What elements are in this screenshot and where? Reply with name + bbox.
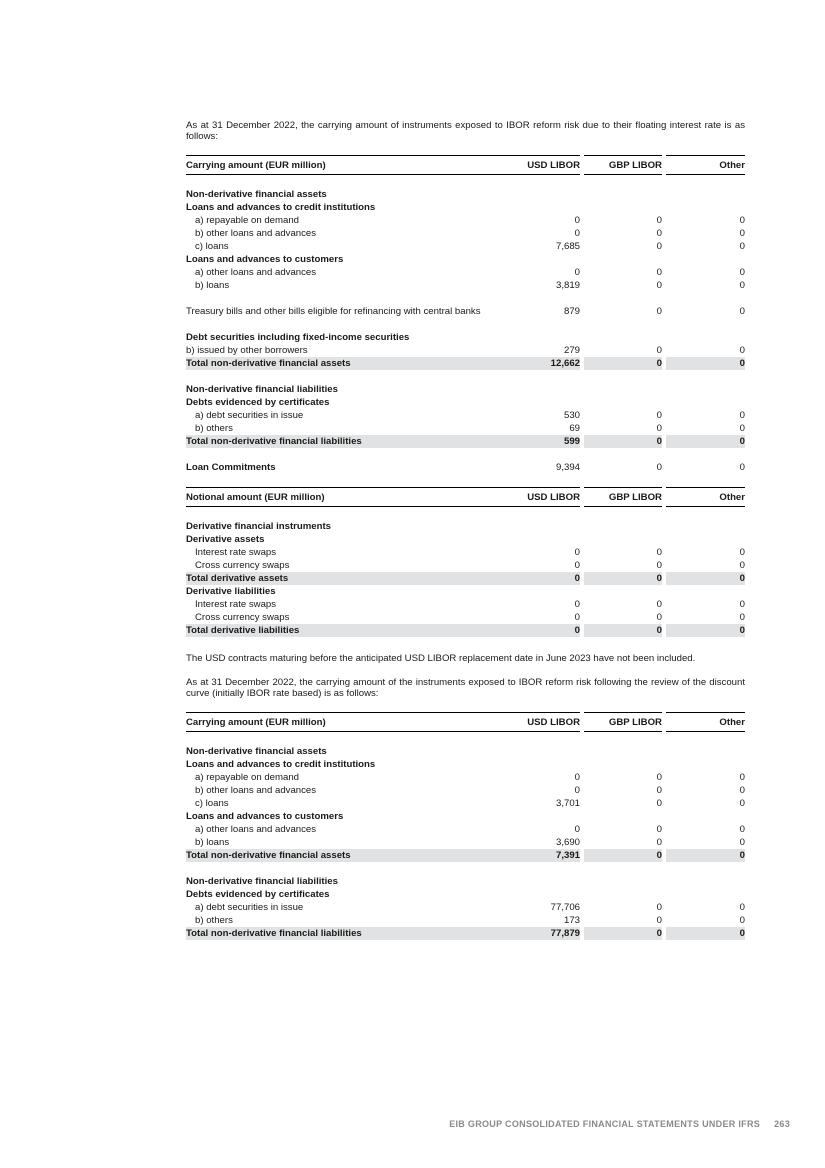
other-value: 0 [664, 214, 745, 227]
page-number: 263 [774, 1119, 790, 1129]
spacer-cell [186, 292, 745, 305]
other-value: 0 [664, 559, 745, 572]
table-row [186, 914, 745, 927]
gbp-libor-value: 0 [582, 435, 664, 448]
table-row [186, 331, 745, 344]
row-label: Debts evidenced by certificates [186, 397, 330, 408]
other-value [664, 758, 745, 771]
usd-libor-value: 879 [563, 306, 580, 317]
usd-libor-value: 0 [574, 560, 580, 571]
table-row [186, 253, 745, 266]
row-label: a) debt securities in issue [195, 902, 304, 913]
row-label: Loan Commitments [186, 462, 276, 473]
usd-libor-value: 599 [499, 435, 582, 448]
gbp-libor-value: 0 [582, 422, 664, 435]
total-row [186, 927, 745, 940]
usd-libor-value: 0 [574, 547, 580, 558]
row-label: Total derivative liabilities [186, 624, 499, 637]
usd-libor-value [499, 533, 582, 546]
gbp-libor-value [582, 396, 664, 409]
table-row [186, 823, 745, 836]
usd-libor-value: 0 [574, 228, 580, 239]
usd-libor-value: 77,706 [550, 902, 580, 913]
gbp-libor-value [582, 533, 664, 546]
gbp-libor-value: 0 [582, 214, 664, 227]
total-row [186, 435, 745, 448]
row-label: Interest rate swaps [195, 547, 277, 558]
usd-libor-value: 0 [574, 612, 580, 623]
spacer-cell [186, 732, 745, 746]
col-gbp-libor: GBP LIBOR [582, 488, 664, 507]
row-label: Total derivative assets [186, 572, 499, 585]
row-label: c) loans [195, 241, 229, 252]
row-label: Derivative financial instruments [186, 521, 332, 532]
gbp-libor-value [582, 758, 664, 771]
usd-libor-value: 0 [574, 824, 580, 835]
spacer-row [186, 862, 745, 875]
other-value: 0 [664, 435, 745, 448]
usd-libor-value [499, 745, 582, 758]
other-value: 0 [664, 914, 745, 927]
col-other: Other [664, 713, 745, 732]
row-label: b) issued by other borrowers [186, 345, 308, 356]
gbp-libor-value: 0 [582, 266, 664, 279]
gbp-libor-value: 0 [582, 461, 664, 474]
gbp-libor-value: 0 [582, 771, 664, 784]
other-value: 0 [664, 611, 745, 624]
usd-libor-value: 0 [499, 572, 582, 585]
table-row [186, 758, 745, 771]
spacer-cell [186, 318, 745, 331]
gbp-libor-value: 0 [582, 279, 664, 292]
gbp-libor-value [582, 383, 664, 396]
row-label: Debts evidenced by certificates [186, 889, 330, 900]
usd-libor-value: 3,690 [555, 837, 580, 848]
table-header-row [186, 713, 745, 732]
usd-libor-value: 9,394 [555, 462, 580, 473]
table-row [186, 559, 745, 572]
col-other: Other [664, 156, 745, 175]
table-row [186, 888, 745, 901]
usd-libor-value: 7,391 [499, 849, 582, 862]
gbp-libor-value: 0 [582, 598, 664, 611]
gbp-libor-value [582, 520, 664, 533]
table-row [186, 188, 745, 201]
row-label: a) other loans and advances [195, 267, 317, 278]
other-value: 0 [664, 461, 745, 474]
other-value: 0 [664, 771, 745, 784]
usd-libor-value [499, 201, 582, 214]
total-row [186, 624, 745, 637]
usd-libor-value: 77,879 [499, 927, 582, 940]
table-row [186, 901, 745, 914]
table-row [186, 611, 745, 624]
usd-libor-value: 69 [569, 423, 580, 434]
gbp-libor-value: 0 [582, 611, 664, 624]
row-label: Interest rate swaps [195, 599, 277, 610]
row-label: Non-derivative financial liabilities [186, 384, 338, 395]
gbp-libor-value [582, 810, 664, 823]
other-value [664, 533, 745, 546]
gbp-libor-value [582, 875, 664, 888]
gbp-libor-value: 0 [582, 823, 664, 836]
other-value: 0 [664, 227, 745, 240]
table-row [186, 409, 745, 422]
notional-amount-table-derivatives [186, 487, 745, 637]
table-header-row [186, 156, 745, 175]
row-label: b) loans [195, 837, 230, 848]
usd-libor-value [499, 396, 582, 409]
table-title: Carrying amount (EUR million) [186, 713, 499, 732]
row-label: Total non-derivative financial assets [186, 357, 499, 370]
table-row [186, 745, 745, 758]
other-value: 0 [664, 849, 745, 862]
table-row [186, 546, 745, 559]
other-value [664, 201, 745, 214]
col-usd-libor: USD LIBOR [499, 488, 582, 507]
other-value [664, 585, 745, 598]
other-value: 0 [664, 836, 745, 849]
table-row [186, 279, 745, 292]
row-label: Derivative liabilities [186, 586, 276, 597]
row-label: a) repayable on demand [195, 215, 300, 226]
gbp-libor-value: 0 [582, 901, 664, 914]
table-row [186, 396, 745, 409]
table-row [186, 771, 745, 784]
usd-libor-value: 0 [574, 785, 580, 796]
row-label: b) other loans and advances [195, 228, 317, 239]
gbp-libor-value: 0 [582, 357, 664, 370]
page-content [186, 120, 745, 940]
total-row [186, 572, 745, 585]
other-value [664, 520, 745, 533]
spacer-cell [186, 507, 745, 521]
spacer-cell [186, 175, 745, 189]
gbp-libor-value: 0 [582, 927, 664, 940]
spacer-row [186, 448, 745, 461]
table-row [186, 836, 745, 849]
table-row [186, 533, 745, 546]
spacer-row [186, 732, 745, 746]
usd-libor-value [499, 253, 582, 266]
usd-libor-value [499, 810, 582, 823]
table-row [186, 214, 745, 227]
usd-libor-value [499, 758, 582, 771]
table-row [186, 875, 745, 888]
other-value: 0 [664, 598, 745, 611]
gbp-libor-value [582, 745, 664, 758]
table-row [186, 598, 745, 611]
other-value: 0 [664, 240, 745, 253]
gbp-libor-value [582, 201, 664, 214]
other-value [664, 188, 745, 201]
carrying-amount-table-floating [186, 155, 745, 487]
row-label: a) debt securities in issue [195, 410, 304, 421]
gbp-libor-value: 0 [582, 305, 664, 318]
gbp-libor-value: 0 [582, 784, 664, 797]
other-value [664, 810, 745, 823]
row-label: c) loans [195, 798, 229, 809]
spacer-row [186, 292, 745, 305]
spacer-row [186, 318, 745, 331]
total-row [186, 849, 745, 862]
row-label: Derivative assets [186, 534, 265, 545]
row-label: Total non-derivative financial liabilities [186, 927, 499, 940]
usd-libor-value: 173 [563, 915, 580, 926]
gbp-libor-value: 0 [582, 559, 664, 572]
spacer-row [186, 474, 745, 487]
table-row [186, 227, 745, 240]
other-value: 0 [664, 624, 745, 637]
spacer-row [186, 507, 745, 521]
other-value: 0 [664, 797, 745, 810]
usd-libor-value [499, 331, 582, 344]
gbp-libor-value [582, 331, 664, 344]
row-label: Cross currency swaps [195, 560, 290, 571]
row-label: Total non-derivative financial liabilities [186, 435, 499, 448]
spacer-cell [186, 474, 745, 487]
usd-libor-value: 0 [574, 267, 580, 278]
other-value: 0 [664, 279, 745, 292]
footer-title: EIB GROUP CONSOLIDATED FINANCIAL STATEMENTS UNDER IFRS [449, 1119, 761, 1129]
row-label: Loans and advances to credit institutions [186, 202, 376, 213]
gbp-libor-value [582, 888, 664, 901]
gbp-libor-value: 0 [582, 227, 664, 240]
other-value: 0 [664, 823, 745, 836]
table-row [186, 784, 745, 797]
other-value: 0 [664, 572, 745, 585]
table-row [186, 461, 745, 474]
row-label: Non-derivative financial liabilities [186, 876, 338, 887]
table-row [186, 422, 745, 435]
col-gbp-libor: GBP LIBOR [582, 713, 664, 732]
table-row [186, 266, 745, 279]
row-label: Debt securities including fixed-income securities [186, 332, 410, 343]
usd-libor-value: 12,662 [499, 357, 582, 370]
gbp-libor-value: 0 [582, 914, 664, 927]
usd-libor-value: 0 [574, 599, 580, 610]
intro-paragraph-2: As at 31 December 2022, the carrying amount of the instruments exposed to IBOR reform risk following the review of the discount curve (initially IBOR rate based) is as follows: [186, 677, 745, 699]
row-label: b) other loans and advances [195, 785, 317, 796]
row-label: Cross currency swaps [195, 612, 290, 623]
gbp-libor-value: 0 [582, 240, 664, 253]
row-label: b) loans [195, 280, 230, 291]
row-label: Loans and advances to customers [186, 254, 344, 265]
other-value [664, 331, 745, 344]
row-label: b) others [195, 915, 233, 926]
other-value [664, 745, 745, 758]
gbp-libor-value: 0 [582, 797, 664, 810]
total-row [186, 357, 745, 370]
other-value: 0 [664, 305, 745, 318]
table-row [186, 305, 745, 318]
table-row [186, 520, 745, 533]
other-value: 0 [664, 409, 745, 422]
row-label: Non-derivative financial assets [186, 189, 327, 200]
table-row [186, 201, 745, 214]
gbp-libor-value: 0 [582, 572, 664, 585]
intro-paragraph-1: As at 31 December 2022, the carrying amount of instruments exposed to IBOR reform risk due to their floating interest rate is as follows: [186, 120, 745, 142]
usd-libor-value [499, 585, 582, 598]
row-label: Loans and advances to credit institutions [186, 759, 376, 770]
table-row [186, 585, 745, 598]
row-label: a) repayable on demand [195, 772, 300, 783]
col-usd-libor: USD LIBOR [499, 156, 582, 175]
page-footer [0, 1119, 790, 1129]
row-label: Treasury bills and other bills eligible for refinancing with central banks [186, 306, 481, 317]
other-value [664, 875, 745, 888]
other-value: 0 [664, 344, 745, 357]
usd-libor-value [499, 875, 582, 888]
table-row [186, 344, 745, 357]
other-value: 0 [664, 546, 745, 559]
gbp-libor-value [582, 188, 664, 201]
row-label: Loans and advances to customers [186, 811, 344, 822]
gbp-libor-value: 0 [582, 344, 664, 357]
row-label: Total non-derivative financial assets [186, 849, 499, 862]
usd-libor-value [499, 383, 582, 396]
spacer-cell [186, 862, 745, 875]
table-row [186, 240, 745, 253]
gbp-libor-value: 0 [582, 409, 664, 422]
row-label: a) other loans and advances [195, 824, 317, 835]
spacer-row [186, 175, 745, 189]
other-value [664, 383, 745, 396]
usd-libor-value: 0 [499, 624, 582, 637]
usd-libor-value: 7,685 [555, 241, 580, 252]
table-header-row [186, 488, 745, 507]
other-value: 0 [664, 266, 745, 279]
row-label: b) others [195, 423, 233, 434]
table-title: Carrying amount (EUR million) [186, 156, 499, 175]
table-title: Notional amount (EUR million) [186, 488, 499, 507]
usd-libor-value: 3,701 [555, 798, 580, 809]
usd-libor-value [499, 888, 582, 901]
gbp-libor-value: 0 [582, 836, 664, 849]
other-value [664, 253, 745, 266]
table-row [186, 383, 745, 396]
other-value: 0 [664, 784, 745, 797]
carrying-amount-table-discount-curve [186, 712, 745, 940]
col-usd-libor: USD LIBOR [499, 713, 582, 732]
gbp-libor-value [582, 253, 664, 266]
other-value [664, 396, 745, 409]
other-value: 0 [664, 901, 745, 914]
gbp-libor-value: 0 [582, 546, 664, 559]
table-row [186, 810, 745, 823]
row-label: Non-derivative financial assets [186, 746, 327, 757]
table-row [186, 797, 745, 810]
other-value: 0 [664, 927, 745, 940]
gbp-libor-value [582, 585, 664, 598]
gbp-libor-value: 0 [582, 624, 664, 637]
usd-libor-value: 279 [563, 345, 580, 356]
usd-libor-value: 530 [563, 410, 580, 421]
col-gbp-libor: GBP LIBOR [582, 156, 664, 175]
other-value [664, 888, 745, 901]
usd-libor-value: 0 [574, 215, 580, 226]
spacer-cell [186, 448, 745, 461]
note-paragraph: The USD contracts maturing before the anticipated USD LIBOR replacement date in June 2023 have not been included. [186, 653, 696, 664]
gbp-libor-value: 0 [582, 849, 664, 862]
usd-libor-value: 0 [574, 772, 580, 783]
spacer-cell [186, 370, 745, 383]
usd-libor-value: 3,819 [555, 280, 580, 291]
other-value: 0 [664, 357, 745, 370]
col-other: Other [664, 488, 745, 507]
other-value: 0 [664, 422, 745, 435]
usd-libor-value [499, 520, 582, 533]
spacer-row [186, 370, 745, 383]
usd-libor-value [499, 188, 582, 201]
